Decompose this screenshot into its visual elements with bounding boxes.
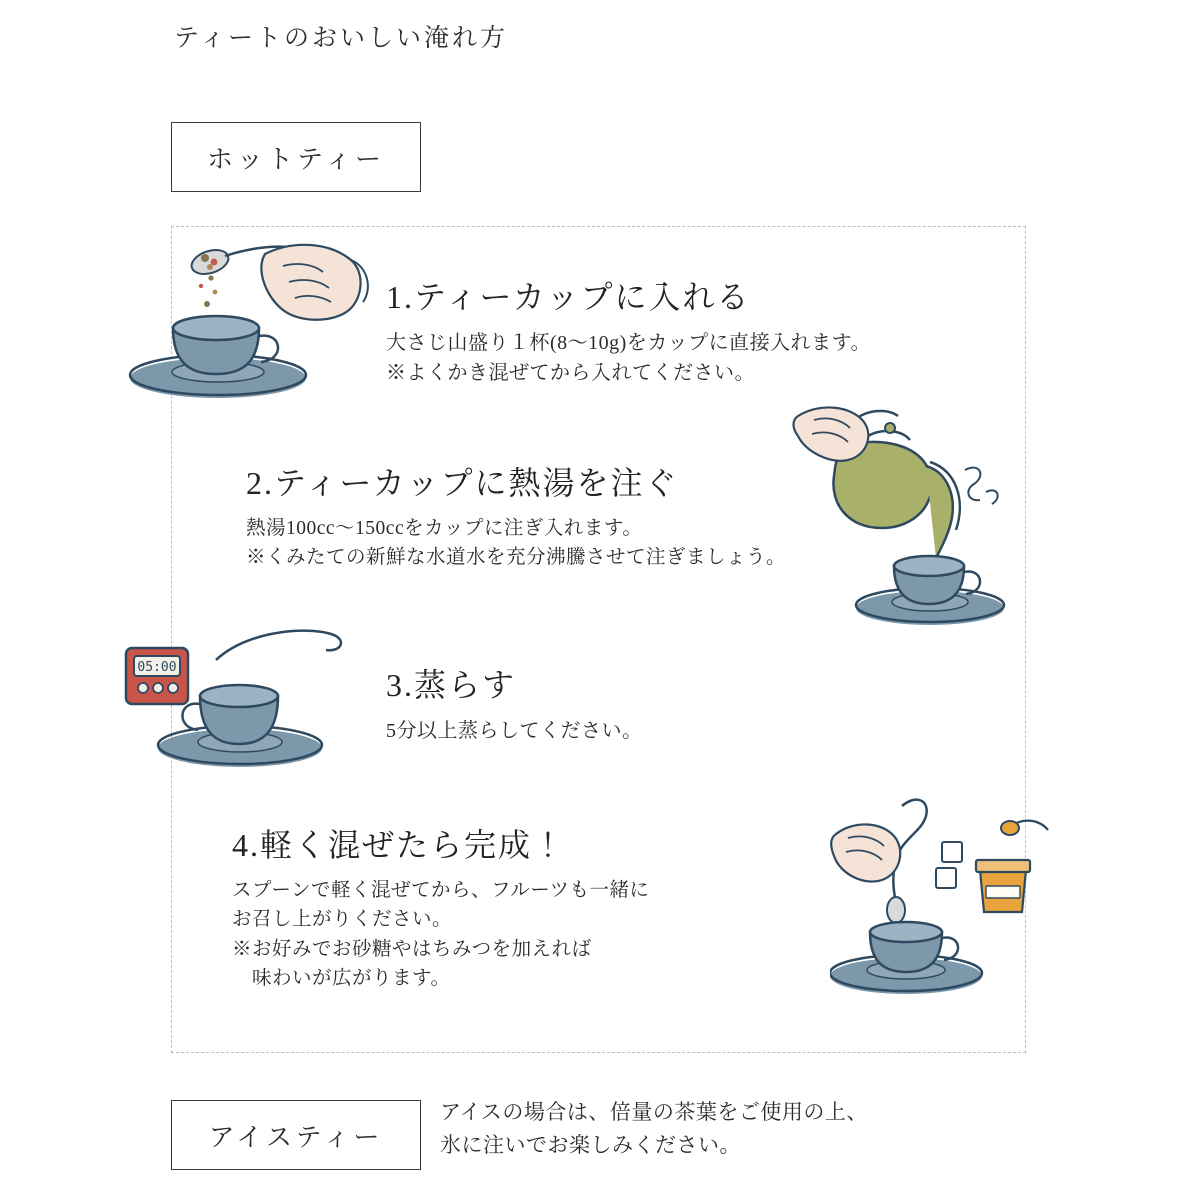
step-4-line-3: ※お好みでお砂糖やはちみつを加えれば (232, 938, 592, 960)
step-4-line-1: スプーンで軽く混ぜてから、フルーツも一緒に (232, 880, 650, 901)
step-4-heading: 4.軽く混ぜたら完成！ (232, 827, 567, 863)
step-2-line-1: 熱湯100cc〜150ccをカップに注ぎ入れます。 (246, 518, 643, 539)
step-3-line-1: 5分以上蒸らしてください。 (386, 720, 643, 742)
step-3 (386, 660, 643, 746)
section-label-iced-tea-text: アイスティー (208, 1122, 384, 1152)
timer-display: 05:00 (137, 660, 177, 675)
step-4-line-4: 味わいが広がります。 (252, 967, 451, 989)
step-1-line-2: ※よくかき混ぜてから入れてください。 (386, 362, 755, 384)
step-1-line-1: 大さじ山盛り１杯(8〜10g)をカップに直接入れます。 (386, 332, 872, 354)
step-1 (386, 272, 871, 388)
page-title: ティートのおいしい淹れ方 (174, 25, 509, 52)
step-4 (232, 820, 649, 993)
hand-spoon-pouring-tea-into-cup-icon (115, 236, 380, 416)
step-4-line-2: お召し上がりください。 (232, 909, 453, 931)
step-1-heading: 1.ティーカップに入れる (386, 279, 751, 315)
section-label-iced-tea (171, 1100, 421, 1170)
hand-kettle-pouring-hot-water-icon (790, 400, 1040, 635)
iced-tea-note-line-2: 氷に注いでお楽しみください。 (440, 1132, 741, 1157)
step-2 (246, 458, 786, 573)
step-3-heading: 3.蒸らす (386, 667, 517, 703)
iced-tea-note (440, 1096, 868, 1161)
section-label-hot-tea-text: ホットティー (207, 144, 385, 174)
timer-and-covered-cup-icon (120, 620, 370, 785)
section-label-hot-tea (171, 122, 421, 192)
step-2-line-2: ※くみたての新鮮な水道水を充分沸騰させて注ぎましょう。 (246, 547, 787, 569)
step-2-heading: 2.ティーカップに熱湯を注ぐ (246, 465, 679, 501)
hand-stirring-cup-with-sugar-and-honey-icon (830, 790, 1060, 1015)
iced-tea-note-line-1: アイスの場合は、倍量の茶葉をご使用の上、 (440, 1100, 868, 1124)
